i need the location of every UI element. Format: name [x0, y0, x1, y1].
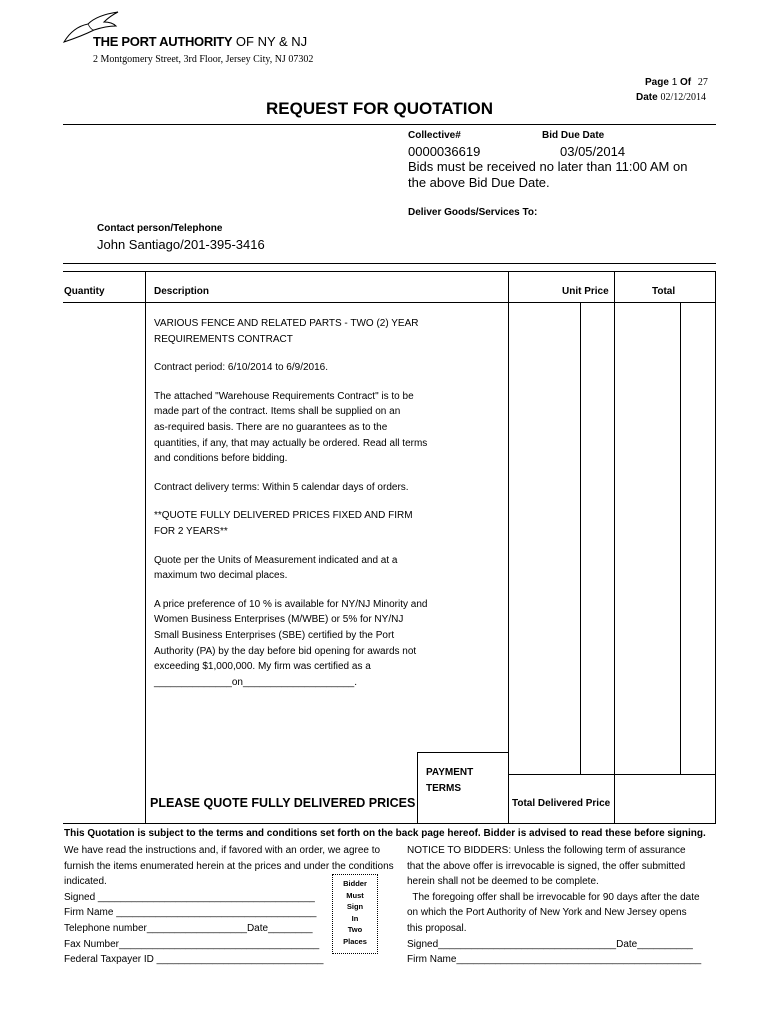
page-title: REQUEST FOR QUOTATION: [266, 99, 493, 118]
notice-line: on which the Port Authority of New York and New Jersey opens: [407, 907, 687, 919]
organization-name: [93, 34, 307, 49]
notice-to-bidders-block: [407, 843, 701, 968]
page-indicator: [645, 77, 708, 88]
info-bottom-rule-2: [63, 271, 716, 272]
page-label: Page: [645, 77, 669, 88]
column-header-total: Total: [652, 286, 676, 297]
org-name-bold: THE PORT AUTHORITY: [93, 34, 233, 49]
description-paragraph: **QUOTE FULLY DELIVERED PRICES FIXED AND FIRM FOR 2 YEARS**: [154, 510, 413, 537]
firm-name-field[interactable]: Firm Name ____________________________________: [64, 907, 317, 919]
stamp-line: In: [351, 913, 359, 923]
stamp-line: Places: [343, 936, 367, 946]
notice-line: The foregoing offer shall be irrevocable for 90 days after the date: [407, 891, 700, 903]
org-name-rest: OF NY & NJ: [232, 34, 308, 49]
telephone-date-field[interactable]: Telephone number__________________Date________: [64, 922, 313, 934]
notice-line: NOTICE TO BIDDERS: Unless the following term of assurance: [407, 845, 686, 856]
org-address: 2 Montgomery Street, 3rd Floor, Jersey City, NJ 07302: [93, 54, 314, 65]
bid-deadline-note-1: Bids must be received no later than 11:00 AM on: [408, 159, 688, 174]
table-header-rule: [63, 302, 716, 303]
col-divider-unit-price-inner: [580, 302, 581, 774]
description-paragraph: Quote per the Units of Measurement indicated and at a maximum two decimal places.: [154, 554, 398, 582]
of-label: Of: [680, 77, 692, 88]
payment-terms-label-2: TERMS: [426, 783, 461, 794]
federal-taxpayer-id-field[interactable]: Federal Taxpayer ID ______________________________: [64, 954, 324, 966]
description-paragraph: Contract period: 6/10/2014 to 6/9/2016.: [154, 362, 329, 374]
date-value: 02/12/2014: [660, 92, 707, 103]
col-divider-unit-price: [508, 271, 509, 823]
notice-line: herein shall not be deemed to be complete.: [407, 876, 599, 888]
total-price-top-rule: [508, 774, 716, 775]
column-header-unit-price: Unit Price: [562, 286, 609, 297]
page-total: 27: [697, 77, 708, 88]
contact-label: Contact person/Telephone: [97, 223, 223, 234]
table-bottom-rule: [63, 823, 716, 824]
info-bottom-rule-1: [63, 263, 716, 264]
column-header-quantity: Quantity: [64, 286, 105, 297]
quote-delivered-prices-notice: PLEASE QUOTE FULLY DELIVERED PRICES: [150, 796, 416, 810]
description-paragraph: Contract delivery terms: Within 5 calendar days of orders.: [154, 481, 409, 493]
stamp-line: Two: [347, 925, 363, 934]
table-right-edge: [715, 271, 716, 823]
document-date: [636, 92, 706, 103]
col-divider-description: [145, 271, 146, 823]
title-rule: [63, 124, 716, 125]
terms-subject-line: This Quotation is subject to the terms and conditions set forth on the back page hereof. Bidder is advised to read these before signing.: [64, 828, 706, 839]
description-paragraph: VARIOUS FENCE AND RELATED PARTS - TWO (2) YEAR REQUIREMENTS CONTRACT: [154, 318, 419, 345]
fax-number-field[interactable]: Fax Number____________________________________: [64, 938, 320, 950]
bid-deadline-note-2: the above Bid Due Date.: [408, 175, 550, 190]
col-divider-total-inner: [680, 302, 681, 774]
payment-terms-label-1: PAYMENT: [426, 767, 474, 778]
agreement-line: indicated.: [64, 876, 107, 888]
notice-line: this proposal.: [407, 922, 467, 934]
bid-due-date-value: 03/05/2014: [560, 144, 626, 159]
stamp-line: Sign: [346, 902, 364, 911]
collective-number: 0000036619: [408, 144, 481, 159]
signed-field[interactable]: Signed _______________________________________: [64, 891, 315, 903]
agreement-line: furnish the items enumerated herein at the prices and under the conditions: [64, 860, 394, 872]
agreement-line: We have read the instructions and, if favored with an order, we agree to: [64, 845, 381, 856]
date-label: Date: [636, 92, 658, 103]
assurance-firm-name-field[interactable]: Firm Name____________________________________________: [407, 954, 702, 966]
col-divider-total: [614, 271, 615, 823]
notice-line: that the above offer is irrevocable is signed, the offer submitted: [407, 860, 686, 872]
page-number: 1: [671, 77, 678, 88]
column-header-description: Description: [154, 286, 210, 297]
stamp-line: Must: [346, 890, 364, 900]
description-paragraph: A price preference of 10 % is available for NY/NJ Minority and Women Business Enterprises (M/WBE) or 5% for NY/NJ Small Business Enterprises (SBE) certified by the Port Authority (PA) by the day before bid opening for awards not exceeding $1,000,000. My firm was certified as a ______________on____________________.: [154, 598, 428, 688]
deliver-to-label: Deliver Goods/Services To:: [408, 207, 538, 218]
stamp-line: Bidder: [343, 879, 367, 888]
contact-value: John Santiago/201-395-3416: [97, 237, 265, 252]
total-delivered-price-label: Total Delivered Price: [512, 798, 611, 809]
bidder-must-sign-stamp: [332, 874, 378, 954]
description-paragraph: The attached "Warehouse Requirements Contract" is to be made part of the contract. Items shall be supplied on an as-required basis. There are no guarantees as to the quantities, if any, that may actually be ordered. Read all terms and conditions before bidding.: [154, 390, 428, 465]
description-body: [154, 316, 504, 703]
collective-label: Collective#: [408, 130, 461, 141]
bid-due-date-label: Bid Due Date: [542, 130, 605, 141]
assurance-signed-field[interactable]: Signed________________________________Date__________: [407, 938, 693, 950]
